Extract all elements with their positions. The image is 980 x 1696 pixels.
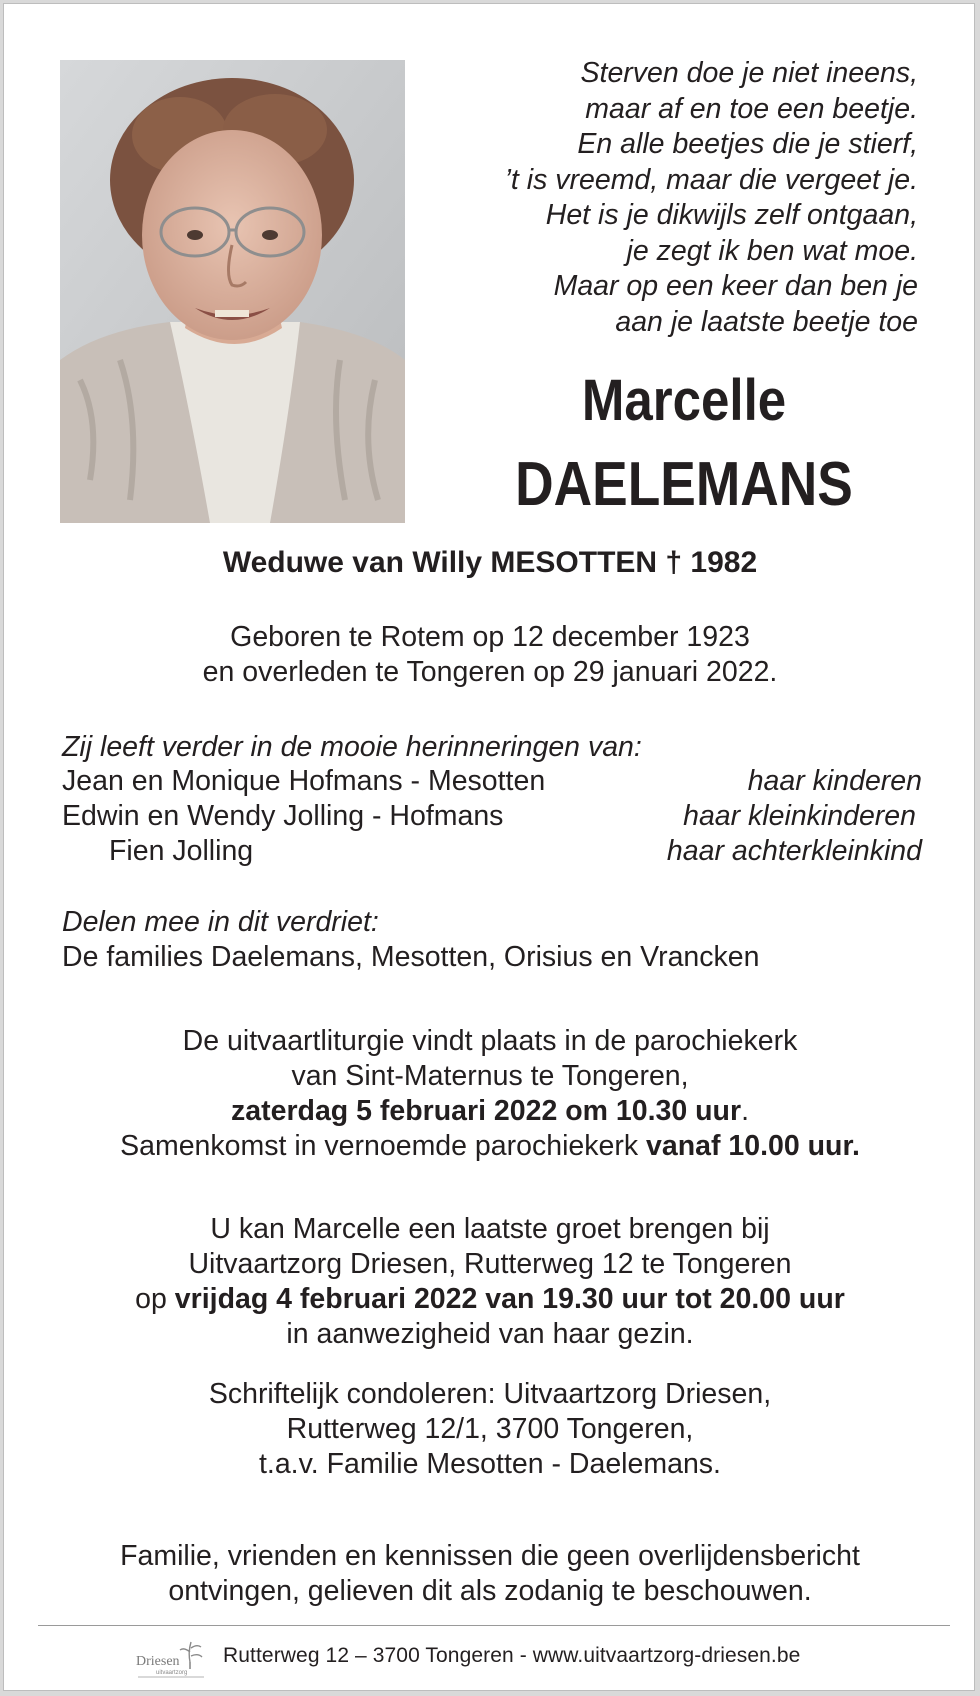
relative-names: Jean en Monique Hofmans - Mesotten [62, 765, 546, 797]
funeral-liturgy [4, 1024, 976, 1164]
greeting-date-line [4, 1282, 976, 1317]
footer-divider [38, 1625, 950, 1626]
poem-line: ’t is vreemd, maar die vergeet je. [504, 163, 918, 196]
last-greeting [4, 1212, 976, 1352]
svg-text:Driesen: Driesen [136, 1654, 180, 1669]
poem-line: je zegt ik ben wat moe. [626, 234, 918, 267]
relative-relation: haar achterkleinkind [666, 835, 922, 867]
relative-row [62, 800, 922, 836]
families-line: De families Daelemans, Mesotten, Orisius en Vrancken [62, 941, 760, 973]
liturgy-line: van Sint-Maternus te Tongeren, [291, 1060, 689, 1092]
notice [4, 1539, 976, 1609]
notice-line: Familie, vrienden en kennissen die geen overlijdensbericht [120, 1540, 860, 1572]
birth-line: Geboren te Rotem op 12 december 1923 [230, 621, 750, 653]
footer-address: Rutterweg 12 – 3700 Tongeren - www.uitvaartzorg-driesen.be [223, 1644, 801, 1667]
condolence-line: t.a.v. Familie Mesotten - Daelemans. [259, 1448, 721, 1480]
relative-names: Edwin en Wendy Jolling - Hofmans [62, 800, 504, 832]
obituary-card [3, 3, 975, 1691]
condolence-line: Schriftelijk condoleren: Uitvaartzorg Driesen, [208, 1378, 772, 1410]
poem-line: aan je laatste beetje toe [615, 305, 918, 338]
condolences [4, 1377, 976, 1482]
greeting-date: vrijdag 4 februari 2022 van 19.30 uur tot 20.00 uur [174, 1283, 845, 1315]
svg-text:uitvaartzorg: uitvaartzorg [156, 1670, 188, 1676]
poem-line: Het is je dikwijls zelf ontgaan, [545, 199, 918, 231]
liturgy-date-line [4, 1094, 976, 1129]
liturgy-line: De uitvaartliturgie vindt plaats in de parochiekerk [182, 1025, 798, 1057]
greeting-line: in aanwezigheid van haar gezin. [286, 1318, 694, 1350]
liturgy-date-end: . [741, 1095, 749, 1127]
gathering-time: vanaf 10.00 uur. [646, 1130, 860, 1162]
memories-heading: Zij leeft verder in de mooie herinneringen van: [62, 731, 642, 763]
poem-line: Sterven doe je niet ineens, [580, 57, 918, 89]
condolence-line: Rutterweg 12/1, 3700 Tongeren, [286, 1413, 694, 1445]
relative-relation: haar kleinkinderen [683, 800, 916, 832]
greeting-line: Uitvaartzorg Driesen, Rutterweg 12 te Tongeren [188, 1248, 792, 1280]
relative-row [62, 835, 922, 871]
liturgy-date: zaterdag 5 februari 2022 om 10.30 uur [231, 1095, 742, 1127]
poem-line: En alle beetjes die je stierf, [577, 128, 918, 160]
gathering-line [4, 1129, 976, 1164]
relative-names: Fien Jolling [109, 835, 254, 867]
greeting-line: U kan Marcelle een laatste groet brengen bij [210, 1213, 770, 1245]
widow-line: Weduwe van Willy MESOTTEN † 1982 [222, 546, 758, 579]
relative-relation: haar kinderen [747, 765, 922, 797]
sharing-heading: Delen mee in dit verdriet: [62, 906, 379, 938]
funeral-home-logo [136, 1638, 208, 1680]
portrait-photo [60, 60, 405, 523]
footer [4, 1638, 976, 1684]
notice-line: ontvingen, gelieven dit als zodanig te beschouwen. [168, 1575, 812, 1607]
poem-line: Maar op een keer dan ben je [553, 270, 918, 302]
gathering-text: Samenkomst in vernoemde parochiekerk [120, 1130, 647, 1162]
poem-line: maar af en toe een beetje. [585, 92, 918, 125]
greeting-prefix: op [135, 1283, 175, 1315]
birth-death-info [4, 620, 976, 690]
death-line: en overleden te Tongeren op 29 januari 2022. [202, 656, 778, 688]
deceased-last-name: DAELEMANS [515, 450, 853, 519]
poem [398, 56, 918, 340]
deceased-first-name: Marcelle [581, 368, 787, 433]
relative-row [62, 765, 922, 801]
